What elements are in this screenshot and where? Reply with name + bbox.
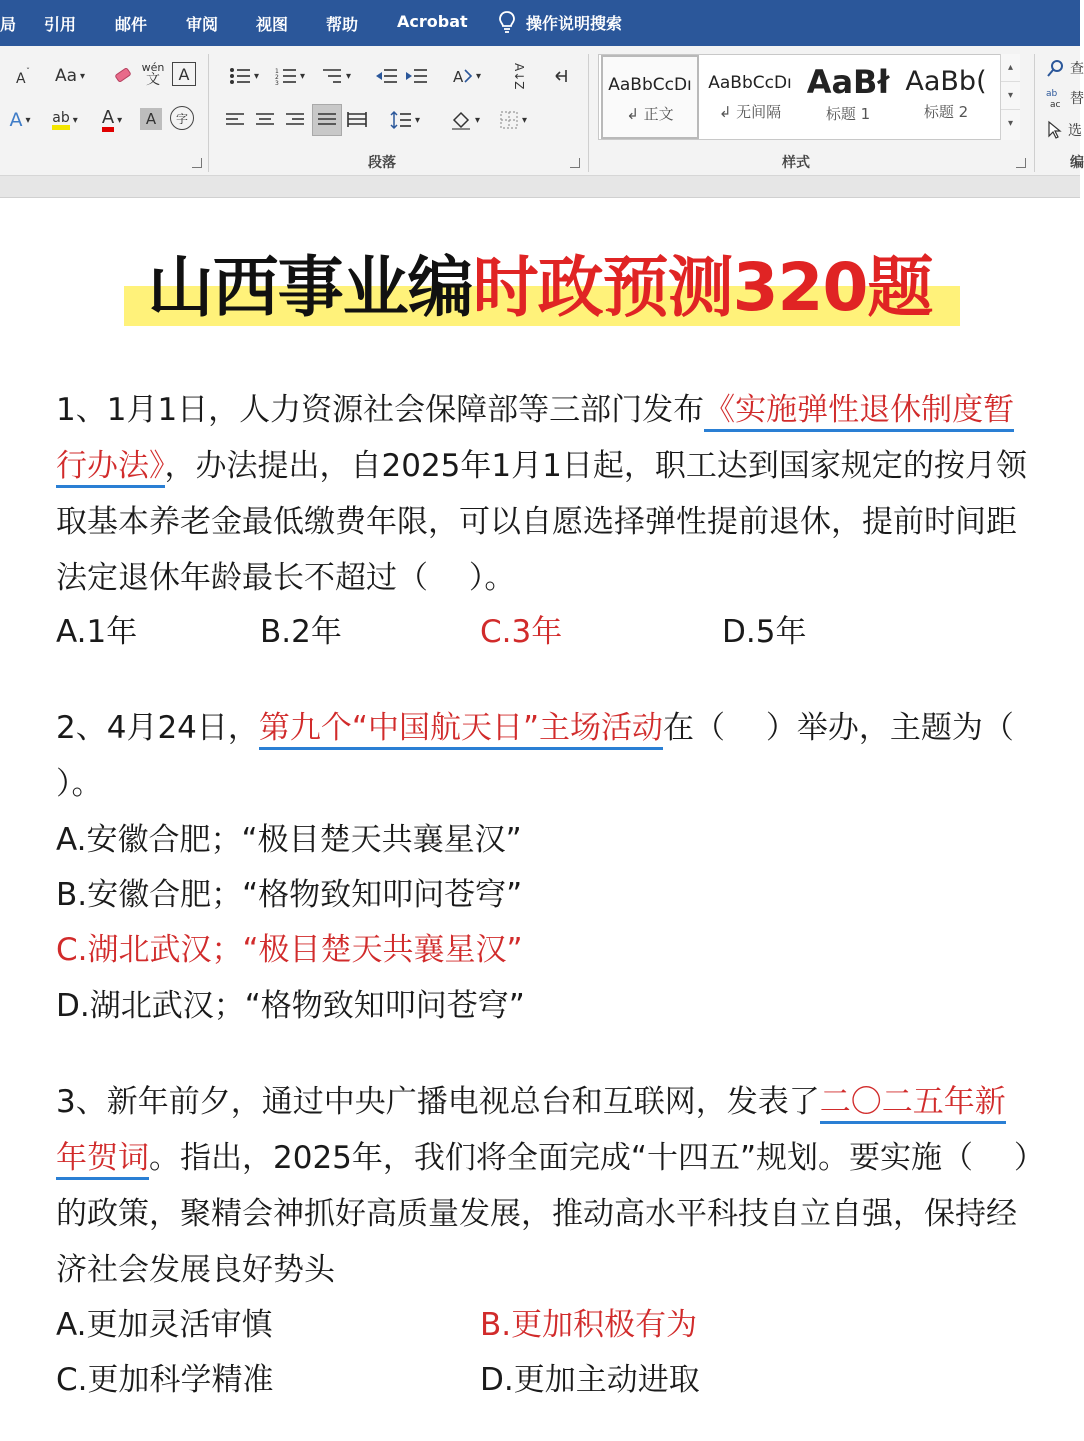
align-left-icon <box>225 111 245 129</box>
change-case-label: Aa <box>54 66 77 86</box>
svg-text:ab: ab <box>1046 89 1058 99</box>
align-right-icon <box>285 111 305 129</box>
paragraph-shading-button[interactable] <box>444 106 486 134</box>
question-3-option-a: A.更加灵活审慎 <box>56 1307 273 1343</box>
paint-bucket-icon <box>450 110 472 130</box>
numbering-icon <box>275 66 297 86</box>
replace-label: 替 <box>1070 91 1084 107</box>
question-3-option-b-answer: B.更加积极有为 <box>480 1307 698 1343</box>
chevron-down-icon: ▾ <box>474 114 481 126</box>
text-effects-button[interactable] <box>2 106 38 134</box>
style-heading-1[interactable] <box>799 55 897 139</box>
select-button[interactable] <box>1046 116 1080 144</box>
tab-view[interactable]: 视图 <box>256 15 289 34</box>
text-effects-label: A <box>9 109 23 131</box>
replace-icon <box>1046 87 1066 109</box>
chevron-down-icon: ▾ <box>299 70 306 82</box>
justify-button[interactable] <box>312 104 342 136</box>
question-2-option-c-answer: C.湖北武汉；“极目楚天共襄星汉” <box>56 932 523 968</box>
question-1-option-c-answer: C.3年 <box>480 614 563 650</box>
phonetic-label: wén <box>141 61 165 74</box>
question-2-option-d: D.湖北武汉；“格物致知叩问苍穹” <box>56 988 525 1024</box>
borders-button[interactable] <box>492 106 534 134</box>
find-button[interactable] <box>1046 54 1084 82</box>
line-spacing-button[interactable] <box>384 106 426 134</box>
question-1-rest: ，办法提出，自2025年1月1日起，职工达到国家规定的按月领取基本养老金最低缴费年限，可以自愿选择弹性提前退休，提前时间距法定退休年龄最长不超过（ ）。 <box>56 448 1027 596</box>
tell-me-search[interactable] <box>498 10 622 34</box>
styles-scroll[interactable] <box>1000 54 1020 140</box>
search-icon <box>1046 58 1066 78</box>
tab-mailings[interactable]: 邮件 <box>115 15 148 34</box>
chevron-down-icon: ▾ <box>475 70 482 82</box>
style-sample: AaBb( <box>905 66 987 97</box>
svg-text:ac: ac <box>1050 100 1061 110</box>
font-dialog-launcher[interactable] <box>192 158 202 168</box>
svg-text:A: A <box>452 68 464 86</box>
question-1-option-a: A.1年 <box>56 614 138 650</box>
svg-text:A: A <box>16 71 26 87</box>
find-label: 查 <box>1070 61 1084 77</box>
title-black-part: 山西事业编 <box>147 249 473 326</box>
increase-indent-icon <box>404 66 428 86</box>
cursor-arrow-icon <box>1046 120 1064 140</box>
style-name: ↲ 无间隔 <box>718 103 782 121</box>
style-name: 标题 2 <box>923 103 969 121</box>
style-no-spacing[interactable] <box>701 55 799 139</box>
svg-text:2: 2 <box>274 74 279 81</box>
multilevel-list-icon <box>321 66 343 86</box>
question-2-option-a: A.安徽合肥；“极目楚天共襄星汉” <box>56 822 522 858</box>
clear-formatting-button[interactable] <box>110 62 136 90</box>
align-left-button[interactable] <box>222 106 248 134</box>
phonetic-guide-button[interactable] <box>140 60 166 88</box>
chevron-down-icon: ▾ <box>414 114 421 126</box>
multilevel-list-button[interactable] <box>314 62 358 90</box>
styles-group-label: 样式 <box>782 155 810 171</box>
tab-acrobat[interactable]: Acrobat <box>397 12 468 31</box>
chevron-down-icon: ▾ <box>80 70 86 82</box>
tab-help[interactable]: 帮助 <box>326 15 359 34</box>
eraser-icon <box>112 65 134 87</box>
sort-icon: A↓Z <box>512 62 526 90</box>
font-color-label: A <box>102 109 114 132</box>
tell-me-label: 操作说明搜索 <box>526 13 623 33</box>
distributed-button[interactable] <box>344 106 370 134</box>
phonetic-sub-label: 文 <box>146 72 160 88</box>
character-border-button[interactable] <box>172 62 196 86</box>
shrink-font-icon <box>14 65 36 87</box>
group-separator <box>588 54 589 172</box>
decrease-indent-icon <box>374 66 398 86</box>
align-center-icon <box>255 111 275 129</box>
style-sample: AaBł <box>806 63 890 101</box>
character-shading-label: A <box>145 110 157 128</box>
question-3-prefix: 3、新年前夕，通过中央广播电视总台和互联网，发表了 <box>56 1084 820 1120</box>
svg-text:1: 1 <box>274 68 279 75</box>
ribbon-home <box>0 46 1084 176</box>
highlight-label: ab <box>52 111 69 130</box>
chinese-layout-icon <box>451 66 473 86</box>
change-case-button[interactable] <box>50 62 90 90</box>
tab-layout-partial[interactable]: 局 <box>0 15 17 34</box>
show-formatting-marks-button[interactable] <box>548 62 574 90</box>
more-styles-icon[interactable]: ▾ <box>1007 118 1014 129</box>
align-center-button[interactable] <box>252 106 278 134</box>
question-1-stem <box>56 382 1036 606</box>
question-2-rest: 在（ ）举办，主题为（ ）。 <box>56 710 1055 802</box>
title-red-part: 时政预测320题 <box>472 249 933 326</box>
style-normal[interactable] <box>601 55 699 139</box>
styles-gallery <box>598 54 1020 140</box>
decrease-indent-button[interactable] <box>372 62 400 90</box>
svg-text:ˇ: ˇ <box>26 67 30 76</box>
lightbulb-icon <box>498 10 516 34</box>
tab-references[interactable]: 引用 <box>44 15 77 34</box>
font-color-button[interactable] <box>92 106 132 134</box>
styles-dialog-launcher[interactable] <box>1016 158 1026 168</box>
chevron-up-icon[interactable]: ▴ <box>1001 54 1020 82</box>
align-right-button[interactable] <box>282 106 308 134</box>
style-name: ↲ 正文 <box>626 105 674 123</box>
question-3-highlight: 二〇二五年新年贺词 <box>56 1084 1006 1180</box>
shrink-font-button[interactable] <box>12 62 38 90</box>
bullets-button[interactable] <box>222 62 266 90</box>
chevron-down-icon: ▾ <box>72 114 78 126</box>
line-spacing-icon <box>390 110 412 130</box>
group-separator <box>1034 54 1035 172</box>
page-title <box>0 248 1080 328</box>
borders-icon <box>499 110 519 130</box>
chevron-down-icon: ▾ <box>117 114 123 126</box>
question-3-option-d: D.更加主动进取 <box>480 1362 700 1398</box>
ribbon-bottom-bar <box>0 176 1080 198</box>
replace-button[interactable] <box>1046 84 1084 112</box>
question-2-option-b: B.安徽合肥；“格物致知叩问苍穹” <box>56 877 523 913</box>
question-2-stem <box>56 700 1055 812</box>
chevron-down-icon: ▾ <box>521 114 528 126</box>
chevron-down-icon: ▾ <box>345 70 352 82</box>
question-3-rest: 。指出，2025年，我们将全面完成“十四五”规划。要实施（ ）的政策，聚精会神抓好高质量发展，推动高水平科技自立自强，保持经济社会发展良好势头 <box>56 1140 1030 1288</box>
question-2-prefix: 2、4月24日， <box>56 710 259 746</box>
chinese-layout-button[interactable] <box>444 62 488 90</box>
increase-indent-button[interactable] <box>402 62 430 90</box>
distributed-icon <box>347 111 367 129</box>
tab-review[interactable]: 审阅 <box>186 15 219 34</box>
editing-group-label: 编 <box>1070 155 1084 171</box>
paragraph-group-label: 段落 <box>368 155 396 171</box>
select-label: 选 <box>1068 123 1082 139</box>
chevron-down-icon: ▾ <box>25 114 31 126</box>
pilcrow-icon <box>552 66 570 86</box>
chevron-down-icon[interactable]: ▾ <box>1001 82 1020 110</box>
svg-text:3: 3 <box>274 80 279 87</box>
question-1-option-b: B.2年 <box>260 614 342 650</box>
paragraph-dialog-launcher[interactable] <box>570 158 580 168</box>
enclose-characters-label: 字 <box>175 111 188 126</box>
character-shading-button[interactable] <box>140 108 162 130</box>
ribbon-tab-bar <box>0 0 1080 46</box>
question-3-stem <box>56 1074 1036 1298</box>
bullets-icon <box>229 66 251 86</box>
question-1-highlight: 《实施弹性退休制度暂行办法》 <box>56 392 1014 488</box>
style-heading-2[interactable] <box>897 55 995 139</box>
question-3-option-c: C.更加科学精准 <box>56 1362 274 1398</box>
numbering-button[interactable] <box>268 62 312 90</box>
highlight-color-button[interactable] <box>44 106 86 134</box>
chevron-down-icon: ▾ <box>253 70 260 82</box>
character-border-label: A <box>178 64 190 84</box>
justify-icon <box>317 111 337 129</box>
style-sample: AaBbCcDı <box>608 75 692 95</box>
enclose-characters-button[interactable] <box>170 106 194 130</box>
question-2-highlight: 第九个“中国航天日”主场活动 <box>259 710 663 750</box>
group-separator <box>208 54 209 172</box>
question-1-prefix: 1、1月1日，人力资源社会保障部等三部门发布 <box>56 392 705 428</box>
question-1-option-d: D.5年 <box>722 614 807 650</box>
style-name: 标题 1 <box>825 105 871 123</box>
sort-button[interactable] <box>504 62 534 90</box>
style-sample: AaBbCcDı <box>708 73 792 93</box>
